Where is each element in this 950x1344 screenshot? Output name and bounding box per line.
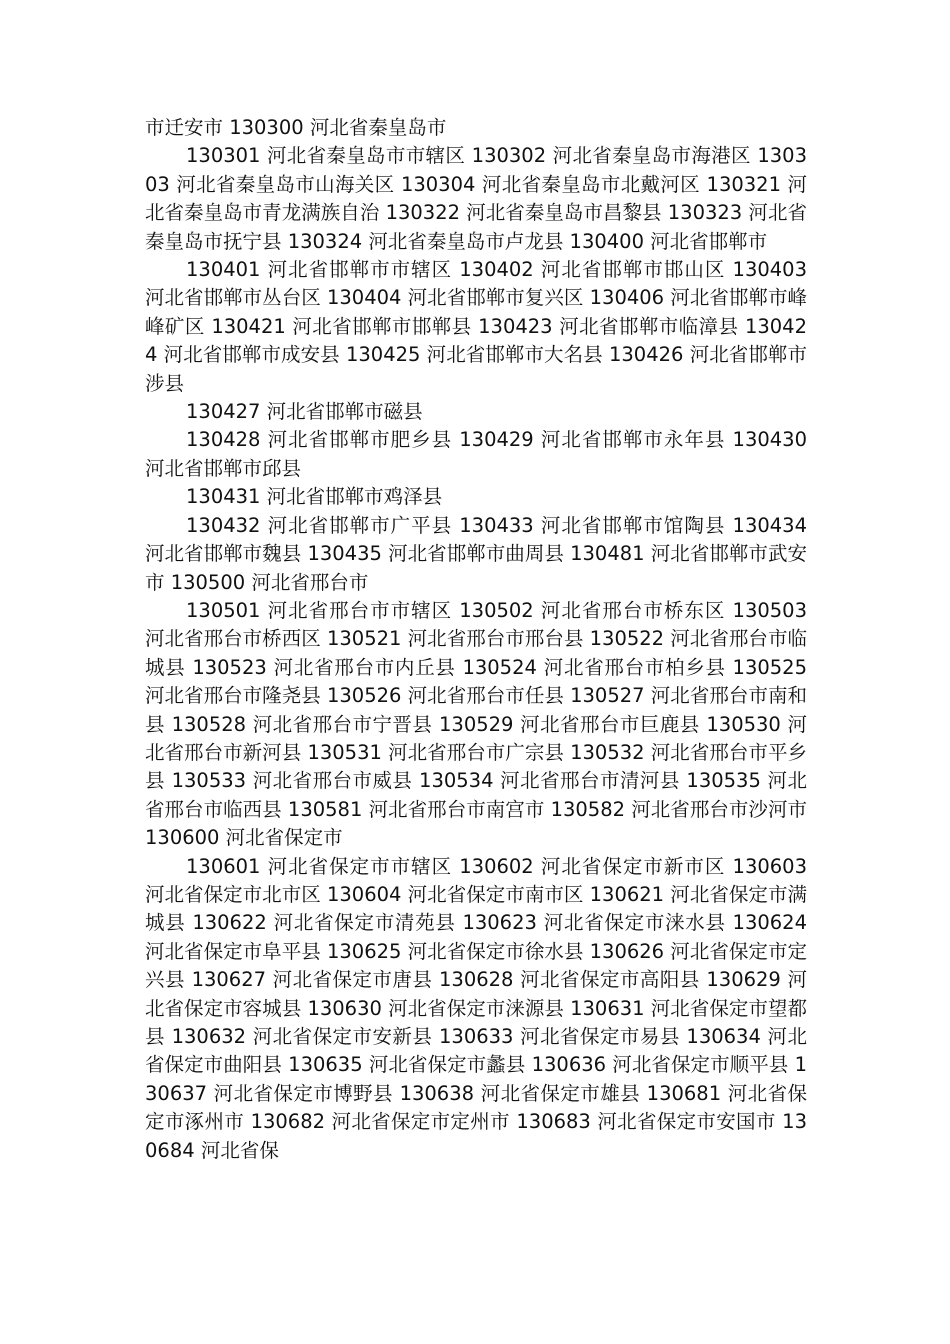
document-page <box>145 114 807 1165</box>
paragraph-8: 130501 河北省邢台市市辖区 130502 河北省邢台市桥东区 130503 河北省邢台市桥西区 130521 河北省邢台市邢台县 130522 河北省邢台市临城县 130523 河北省邢台市内丘县 130524 河北省邢台市柏乡县 130525 河北省邢台市隆尧县 130526 河北省邢台市任县 130527 河北省邢台市南和县 130528 河北省邢台市宁晋县 130529 河北省邢台市巨鹿县 130530 河北省邢台市新河县 130531 河北省邢台市广宗县 130532 河北省邢台市平乡县 130533 河北省邢台市威县 130534 河北省邢台市清河县 130535 河北省邢台市临西县 130581 河北省邢台市南宫市 130582 河北省邢台市沙河市 130600 河北省保定市 <box>145 598 807 850</box>
paragraph-6: 130431 河北省邯郸市鸡泽县 <box>186 485 443 509</box>
paragraph-2: 130301 河北省秦皇岛市市辖区 130302 河北省秦皇岛市海港区 130303 河北省秦皇岛市山海关区 130304 河北省秦皇岛市北戴河区 130321 河北省秦皇岛市青龙满族自治 130322 河北省秦皇岛市昌黎县 130323 河北省秦皇岛市抚宁县 130324 河北省秦皇岛市卢龙县 130400 河北省邯郸市 <box>145 144 807 253</box>
paragraph-5: 130428 河北省邯郸市肥乡县 130429 河北省邯郸市永年县 130430 河北省邯郸市邱县 <box>145 428 807 480</box>
paragraph-4: 130427 河北省邯郸市磁县 <box>186 400 423 424</box>
paragraph-7: 130432 河北省邯郸市广平县 130433 河北省邯郸市馆陶县 130434 河北省邯郸市魏县 130435 河北省邯郸市曲周县 130481 河北省邯郸市武安市 130500 河北省邢台市 <box>145 513 807 594</box>
paragraph-1: 市迁安市 130300 河北省秦皇岛市 <box>145 116 447 139</box>
paragraph-9: 130601 河北省保定市市辖区 130602 河北省保定市新市区 130603 河北省保定市北市区 130604 河北省保定市南市区 130621 河北省保定市满城县 130622 河北省保定市清苑县 130623 河北省保定市涞水县 130624 河北省保定市阜平县 130625 河北省保定市徐水县 130626 河北省保定市定兴县 130627 河北省保定市唐县 130628 河北省保定市高阳县 130629 河北省保定市容城县 130630 河北省保定市涞源县 130631 河北省保定市望都县 130632 河北省保定市安新县 130633 河北省保定市易县 130634 河北省保定市曲阳县 130635 河北省保定市蠡县 130636 河北省保定市顺平县 130637 河北省保定市博野县 130638 河北省保定市雄县 130681 河北省保定市涿州市 130682 河北省保定市定州市 130683 河北省保定市安国市 130684 河北省保 <box>145 854 807 1162</box>
paragraph-3: 130401 河北省邯郸市市辖区 130402 河北省邯郸市邯山区 130403 河北省邯郸市丛台区 130404 河北省邯郸市复兴区 130406 河北省邯郸市峰峰矿区 130421 河北省邯郸市邯郸县 130423 河北省邯郸市临漳县 130424 河北省邯郸市成安县 130425 河北省邯郸市大名县 130426 河北省邯郸市涉县 <box>145 258 807 395</box>
